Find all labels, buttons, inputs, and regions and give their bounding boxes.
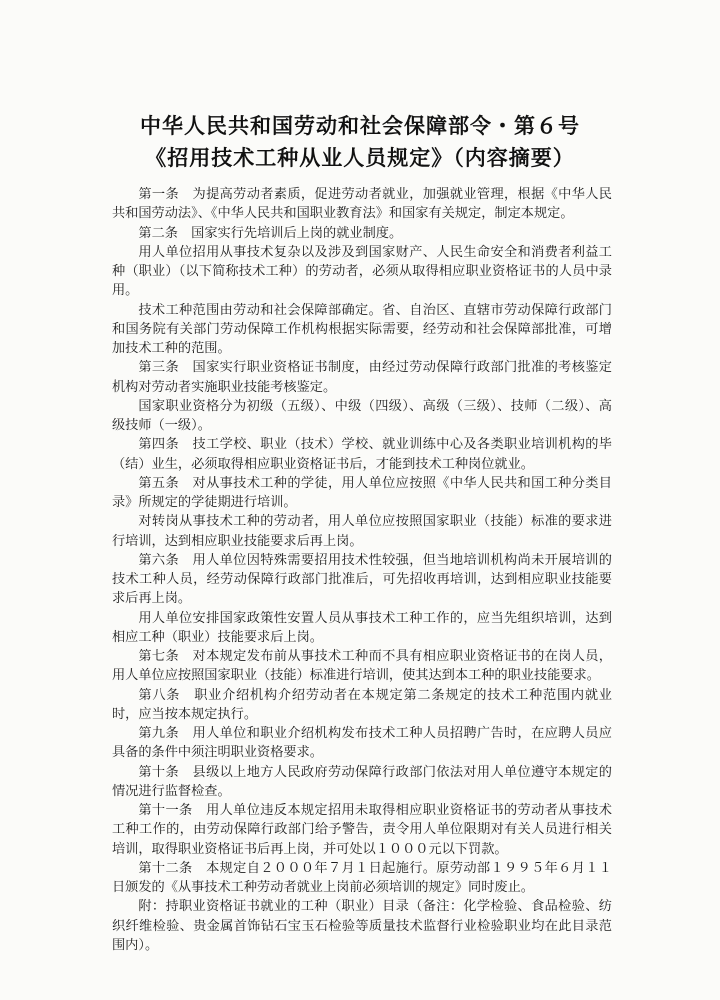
paragraph-article-7: 第七条 对本规定发布前从事技术工种而不具有相应职业资格证书的在岗人员，用人单位应按照国家职业（技能）标准进行培训，使其达到本工种的职业技能要求。: [112, 649, 612, 684]
paragraph-article-2-clause-2: 技术工种范围由劳动和社会保障部确定。省、自治区、直辖市劳动保障行政部门和国务院有关部门劳动保障工作机构根据实际需要，经劳动和社会保障部批准，可增加技术工种的范围。: [112, 302, 612, 356]
paragraph-article-1: 第一条 为提高劳动者素质，促进劳动者就业，加强就业管理，根据《中华人民共和国劳动法》、《中华人民共和国职业教育法》和国家有关规定，制定本规定。: [112, 187, 612, 222]
paragraph-article-8: 第八条 职业介绍机构介绍劳动者在本规定第二条规定的技术工种范围内就业时，应当按本规定执行。: [112, 687, 612, 722]
paragraph-article-6-clause-1: 用人单位安排国家政策性安置人员从事技术工种工作的，应当先组织培训，达到相应工种（职业）技能要求后上岗。: [112, 610, 612, 645]
document-body: [112, 185, 612, 955]
paragraph-article-2: 第二条 国家实行先培训后上岗的就业制度。: [138, 225, 403, 241]
paragraph-appendix: 附：持职业资格证书就业的工种（职业）目录（备注：化学检验、食品检验、纺织纤维检验、贵金属首饰钻石宝玉石检验等质量技术监督行业检验职业均在此目录范围内）。: [112, 899, 612, 953]
paragraph-article-11: 第十一条 用人单位违反本规定招用未取得相应职业资格证书的劳动者从事技术工种工作的，由劳动保障行政部门给予警告，责令用人单位限期对有关人员进行相关培训，取得职业资格证书后再上岗，并可处以１０００元以下罚款。: [112, 803, 612, 857]
paragraph-article-4: 第四条 技工学校、职业（技术）学校、就业训练中心及各类职业培训机构的毕（结）业生，必须取得相应职业资格证书后，才能到技术工种岗位就业。: [112, 437, 612, 472]
paragraph-article-2-clause-1: 用人单位招用从事技术复杂以及涉及到国家财产、人民生命安全和消费者利益工种（职业）（以下简称技术工种）的劳动者，必须从取得相应职业资格证书的人员中录用。: [112, 244, 612, 299]
paragraph-article-6: 第六条 用人单位因特殊需要招用技术性较强，但当地培训机构尚未开展培训的技术工种人员，经劳动保障行政部门批准后，可先招收再培训，达到相应职业技能要求后再上岗。: [112, 552, 612, 607]
paragraph-article-5-clause-1: 对转岗从事技术工种的劳动者，用人单位应按照国家职业（技能）标准的要求进行培训，达到相应职业技能要求后再上岗。: [112, 514, 612, 549]
document-title: 中华人民共和国劳动和社会保障部令・第６号: [140, 114, 580, 138]
paragraph-article-3: 第三条 国家实行职业资格证书制度，由经过劳动保障行政部门批准的考核鉴定机构对劳动者实施职业技能考核鉴定。: [112, 360, 612, 395]
paragraph-article-12: 第十二条 本规定自２０００年７月１日起施行。原劳动部１９９５年６月１１日颁发的《从事技术工种劳动者就业上岗前必须培训的规定》同时废止。: [112, 860, 612, 895]
paragraph-article-3-clause-1: 国家职业资格分为初级（五级）、中级（四级）、高级（三级）、技师（二级）、高级技师（一级）。: [112, 398, 612, 433]
paragraph-article-10: 第十条 县级以上地方人民政府劳动保障行政部门依法对用人单位遵守本规定的情况进行监督检查。: [112, 764, 612, 799]
paragraph-article-9: 第九条 用人单位和职业介绍机构发布技术工种人员招聘广告时，在应聘人员应具备的条件中须注明职业资格要求。: [112, 726, 612, 761]
document-subtitle: 《招用技术工种从业人员规定》（内容摘要）: [145, 146, 575, 170]
paragraph-article-5: 第五条 对从事技术工种的学徒，用人单位应按照《中华人民共和国工种分类目录》所规定的学徒期进行培训。: [112, 475, 612, 510]
